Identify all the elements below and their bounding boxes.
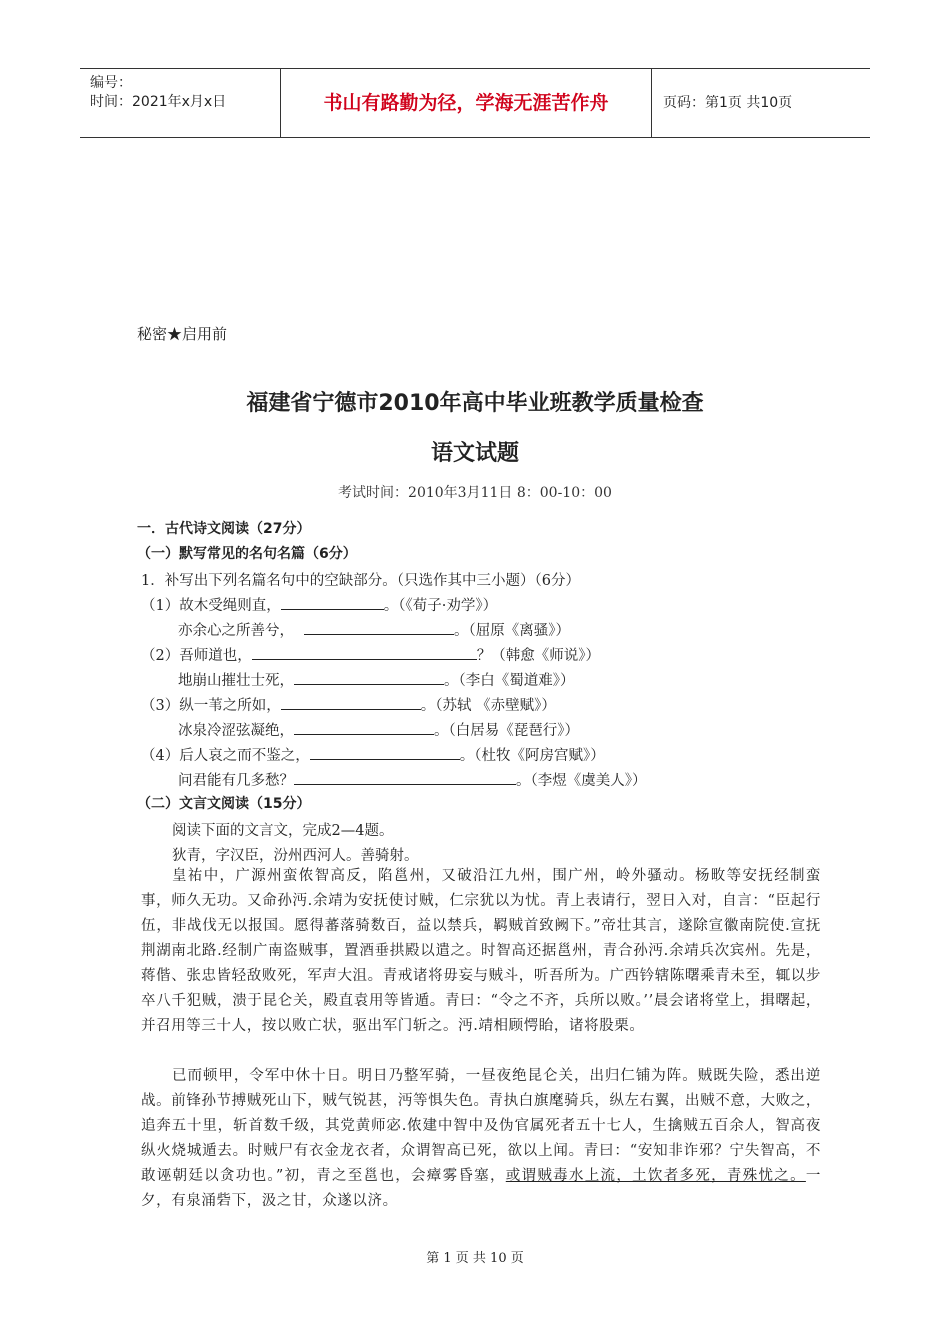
exam-title: 福建省宁德市2010年高中毕业班教学质量检查	[246, 391, 704, 416]
part-heading-2: （二）文言文阅读（15分）	[137, 796, 311, 812]
header-number: 编号：	[90, 75, 132, 91]
answer-blank[interactable]	[294, 670, 444, 685]
answer-blank[interactable]	[294, 720, 434, 735]
exam-subtitle: 语文试题	[430, 441, 519, 466]
fill-item: 亦余心之所善兮， 。（屈原《离骚》）	[178, 619, 570, 640]
header-time: 时间：2021年x月x日	[90, 94, 227, 110]
answer-blank[interactable]	[294, 770, 516, 785]
part-heading-1: （一）默写常见的名句名篇（6分）	[137, 546, 357, 562]
header-page-info: 页码：第1页 共10页	[663, 95, 793, 111]
passage-paragraph-3: 已而顿甲，令军中休十日。明日乃整军骑，一昼夜绝昆仑关，出归仁铺为阵。贼既失险，悉出逆战。前锋孙节搏贼死山下，贼气锐甚，沔等惧失色。青执白旗麾骑兵，纵左右翼，出贼不意，大败之，追奔五十里，斩首数千级，其党黄师宓.侬建中智中及伪官属死者五十七人，生擒贼五百余人，智高夜纵火烧城遁去。时贼尸有衣金龙衣者，众谓智高已死，欲以上闻。青曰：“安知非诈邪？宁失智高，不敢诬朝廷以贪功也。”初，青之至邕也，会瘴雾昏塞，或谓贼毒水上流，土饮者多死，青殊忧之。一夕，有泉涌砦下，汲之甘，众遂以济。	[141, 1068, 821, 1209]
answer-blank[interactable]	[281, 695, 421, 710]
page-footer: 第 1 页 共 10 页	[426, 1251, 524, 1266]
exam-time: 考试时间：2010年3月11日 8：00-10：00	[338, 485, 612, 501]
page-header	[80, 68, 870, 138]
answer-blank[interactable]	[252, 645, 477, 660]
fill-item: （1）故木受绳则直， 。（《荀子·劝学》）	[141, 594, 497, 615]
passage-paragraph-2: 皇祐中，广源州蛮侬智高反，陷邕州，又破沿江九州，围广州，岭外骚动。杨畋等安抚经制蛮事，师久无功。又命孙沔.余靖为安抚使讨贼，仁宗犹以为忧。青上表请行，翌日入对，自言：“臣起行伍，非战伐无以报国。愿得蕃落骑数百，益以禁兵，羁贼首致阙下。”帝壮其言，遂除宣徽南院使.宣抚荆湖南北路.经制广南盗贼事，置酒垂拱殿以遣之。时智高还据邕州，青合孙沔.余靖兵次宾州。先是，蒋偕、张忠皆轻敌败死，军声大沮。青戒诸将毋妄与贼斗，听吾所为。广西钤辖陈曙乘青未至，辄以步卒八千犯贼，溃于昆仑关，殿直袁用等皆遁。青曰：“令之不齐，兵所以败。’’晨会诸将堂上，揖曙起，并召用等三十人，按以败亡状，驱出军门斩之。沔.靖相顾愕眙，诸将股栗。	[141, 868, 821, 1034]
section-heading: 一．古代诗文阅读（27分）	[137, 521, 311, 537]
fill-item: （2）吾师道也， ？（韩愈《师说》）	[141, 644, 600, 665]
header-meta	[80, 69, 281, 137]
header-motto: 书山有路勤为径，学海无涯苦作舟	[281, 69, 652, 137]
fill-item: （3）纵一苇之所如， 。（苏轼 《赤壁赋》）	[141, 694, 556, 715]
passage-paragraph-1: 狄青，字汉臣，汾州西河人。善骑射。	[172, 848, 419, 864]
answer-blank[interactable]	[310, 745, 460, 760]
secret-label: 秘密★启用前	[137, 325, 228, 343]
fill-item: 问君能有几多愁？ 。（李煜《虞美人》）	[178, 769, 647, 790]
fill-item: 冰泉冷涩弦凝绝， 。（白居易《琵琶行》）	[178, 719, 579, 740]
question-1: 1．补写出下列名篇名句中的空缺部分。（只选作其中三小题）（6分）	[141, 573, 580, 589]
answer-blank[interactable]	[304, 620, 454, 635]
answer-blank[interactable]	[281, 595, 384, 610]
fill-item: （4）后人哀之而不鉴之， 。（杜牧《阿房宫赋》）	[141, 744, 605, 765]
underlined-sentence: 或谓贼毒水上流，土饮者多死，青殊忧之。	[505, 1168, 806, 1184]
reading-instruction: 阅读下面的文言文，完成2—4题。	[172, 823, 394, 839]
fill-item: 地崩山摧壮士死， 。（李白《蜀道难》）	[178, 669, 575, 690]
